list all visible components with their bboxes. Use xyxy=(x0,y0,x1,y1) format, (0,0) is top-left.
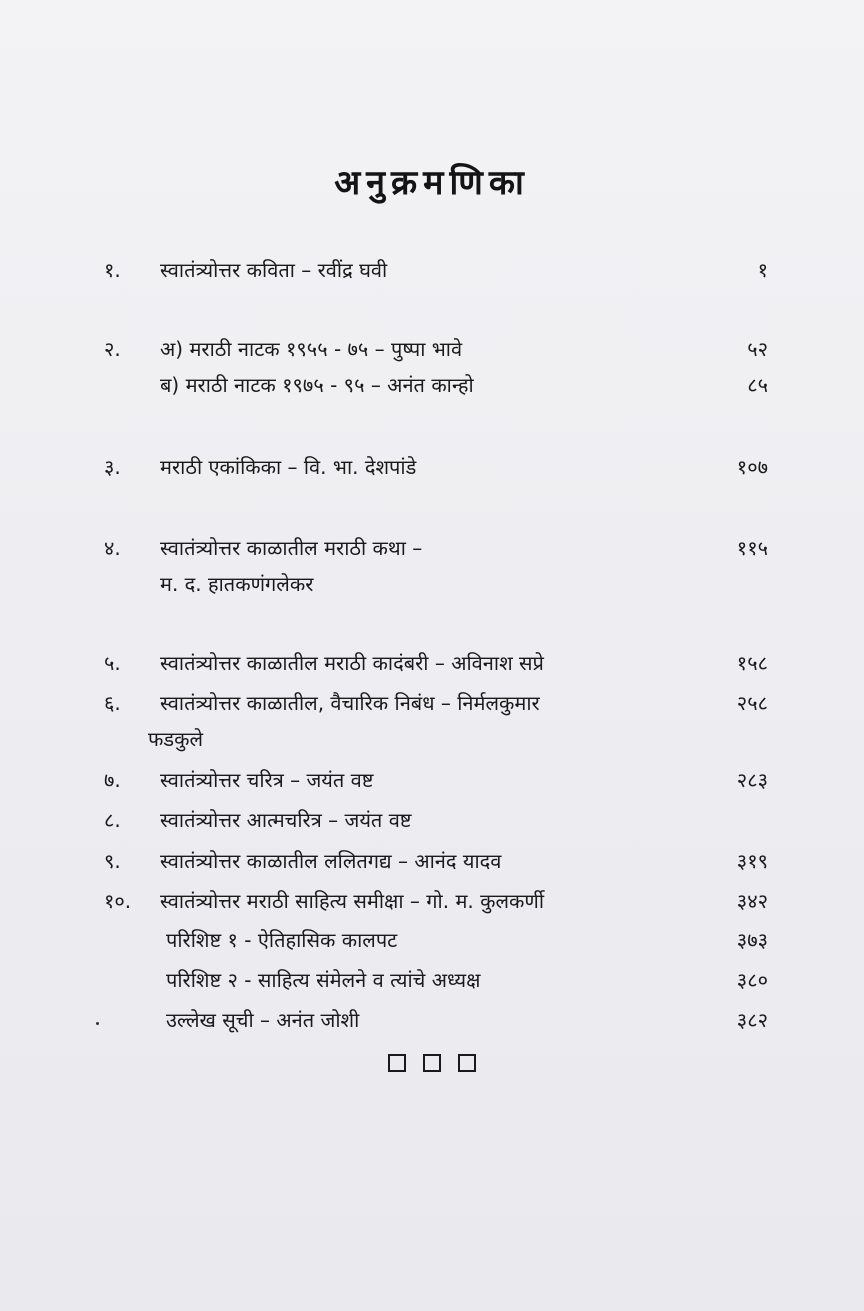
entry-title: स्वातंत्र्योत्तर मराठी साहित्य समीक्षा – गो. म. कुलकर्णी xyxy=(160,889,545,913)
entry-number: ७. xyxy=(104,768,121,792)
entry-title: स्वातंत्र्योत्तर काळातील, वैचारिक निबंध – निर्मलकुमार xyxy=(160,691,540,715)
entry-page: ३४२ xyxy=(736,889,768,913)
entry-title-continued: म. द. हातकणंगलेकर xyxy=(160,572,314,596)
entry-title: स्वातंत्र्योत्तर आत्मचरित्र – जयंत वष्ट xyxy=(160,808,412,832)
entry-title: परिशिष्ट १ - ऐतिहासिक कालपट xyxy=(166,928,398,952)
entry-number: १. xyxy=(104,258,121,282)
entry-title: स्वातंत्र्योत्तर काळातील मराठी कादंबरी – अविनाश सप्रे xyxy=(160,651,544,675)
entry-number: ५. xyxy=(104,651,121,675)
entry-title: स्वातंत्र्योत्तर चरित्र – जयंत वष्ट xyxy=(160,768,374,792)
entry-page: ३१९ xyxy=(736,849,768,873)
paper-speck xyxy=(96,1022,99,1025)
entry-page: ३८० xyxy=(736,968,768,992)
entry-page: १०७ xyxy=(736,455,768,479)
entry-title-continued: फडकुले xyxy=(148,727,204,751)
entry-title: स्वातंत्र्योत्तर कविता – रवींद्र घवी xyxy=(160,258,388,282)
entry-number: ८. xyxy=(104,808,121,832)
entry-number: ९. xyxy=(104,849,121,873)
entry-title: परिशिष्ट २ - साहित्य संमेलने व त्यांचे अध्यक्ष xyxy=(166,968,481,992)
entry-page: १ xyxy=(757,258,768,282)
entry-title: अ) मराठी नाटक १९५५ - ७५ – पुष्पा भावे xyxy=(160,337,463,361)
square-icon xyxy=(458,1054,476,1072)
entry-page: ११५ xyxy=(736,536,768,560)
entry-number: ३. xyxy=(104,455,121,479)
entry-page: ३८२ xyxy=(736,1008,768,1032)
entry-title: स्वातंत्र्योत्तर काळातील मराठी कथा – xyxy=(160,536,423,560)
entry-number: ६. xyxy=(104,691,121,715)
entry-page: ५२ xyxy=(747,337,768,361)
entry-page: १५८ xyxy=(736,651,768,675)
entry-number: २. xyxy=(104,337,121,361)
entry-number: १०. xyxy=(104,889,132,913)
end-marks xyxy=(0,1050,864,1075)
entry-title: मराठी एकांकिका – वि. भा. देशपांडे xyxy=(160,455,417,479)
entry-page: ८५ xyxy=(747,373,768,397)
entry-title: ब) मराठी नाटक १९७५ - ९५ – अनंत कान्हो xyxy=(160,373,474,397)
entry-page: ३७३ xyxy=(736,928,768,952)
entry-page: २५८ xyxy=(736,691,768,715)
page-title: अनुक्रमणिका xyxy=(334,163,530,203)
entry-page: २८३ xyxy=(736,768,768,792)
square-icon xyxy=(388,1054,406,1072)
entry-title: स्वातंत्र्योत्तर काळातील ललितगद्य – आनंद यादव xyxy=(160,849,502,873)
entry-number: ४. xyxy=(104,536,121,560)
entry-title: उल्लेख सूची – अनंत जोशी xyxy=(166,1008,360,1032)
square-icon xyxy=(423,1054,441,1072)
